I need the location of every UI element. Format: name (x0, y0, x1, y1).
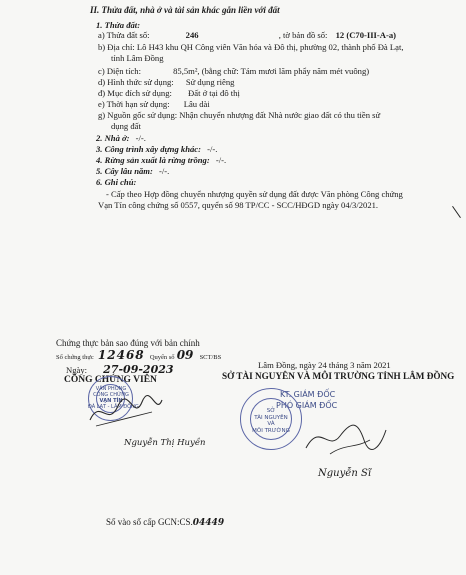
area-value: 85,5m², (bằng chữ: Tám mươi lăm phẩy năm mét vuông) (173, 66, 370, 76)
other-construction-value: -/-. (207, 144, 218, 154)
department-seal-line: SỞ (266, 408, 276, 414)
issuing-organization: SỞ TÀI NGUYÊN VÀ MÔI TRƯỜNG TỈNH LÂM ĐỒNG (222, 371, 455, 381)
forest-value: -/-. (215, 155, 227, 165)
certify-number-label: Số chứng thực (56, 354, 94, 361)
notary-seal-line: VĂN PHÒNG (95, 386, 127, 392)
deputy-director: PHÓ GIÁM ĐỐC (276, 401, 338, 410)
usage-term-label: e) Thời hạn sử dụng: (98, 99, 170, 109)
department-seal-line: TÀI NGUYÊN (254, 414, 288, 421)
usage-purpose-value: Đất ở tại đô thị (188, 88, 240, 98)
certify-date-value: 27-09-2023 (103, 363, 174, 376)
note-line-1: - Cấp theo Hợp đồng chuyển nhượng quyền sử dụng đất được Văn phòng Công chứng (106, 189, 403, 199)
origin-line-1: g) Nguồn gốc sử dụng: Nhận chuyển nhượng đất Nhà nước giao đất có thu tiền sử (98, 110, 381, 120)
certify-line: Chứng thực bản sao đúng với bản chính (56, 338, 200, 348)
parcel-number-label: a) Thửa đất số: (98, 30, 150, 40)
perennial-value: -/-. (158, 166, 170, 176)
certify-number-value: 12468 (97, 348, 145, 362)
notary-seal-line: CÔNG CHỨNG (93, 392, 129, 398)
notary-seal-line: VẠN TÍN (99, 398, 123, 404)
other-construction-row (96, 144, 217, 155)
address-line-1: b) Địa chỉ: Lô H43 khu QH Công viên Văn hóa và Đô thị, phường 02, thành phố Đà Lạt, (98, 42, 404, 52)
map-sheet-label: , tờ bản đồ số: (278, 30, 328, 40)
note-line-2: Vạn Tín công chứng số 0557, quyển số 98 TP/CC - SCC/HĐGD ngày 04/3/2021. (98, 200, 379, 210)
registry-value: 04449 (192, 518, 225, 528)
house-row (96, 133, 146, 144)
parcel-number-row (98, 30, 396, 41)
issue-date: Lâm Đồng, ngày 24 tháng 3 năm 2021 (258, 360, 391, 370)
certify-book-value: 09 (176, 348, 194, 362)
department-seal-line: MÔI TRƯỜNG (252, 427, 290, 434)
kt-director: KT. GIÁM ĐỐC (280, 390, 336, 399)
land-heading: 1. Thửa đất: (96, 20, 141, 30)
parcel-number-value: 246 (185, 30, 199, 40)
forest-row (96, 155, 226, 166)
usage-term-value: Lâu dài (183, 99, 210, 109)
department-seal (240, 388, 304, 452)
notary-office: CÔNG CHỨNG VIÊN (64, 375, 157, 385)
notary-signature-scribble (86, 392, 166, 432)
certify-book-suffix: SCT/BS (199, 354, 222, 361)
area-label: c) Diện tích: (98, 66, 141, 76)
perennial-row (96, 166, 169, 177)
usage-form-label: d) Hình thức sử dụng: (98, 77, 174, 87)
certify-book-label: Quyển số (149, 354, 175, 361)
area-row (98, 66, 369, 77)
usage-purpose-row (98, 88, 240, 99)
origin-line-2: dụng đất (111, 121, 141, 131)
issuer-signer-name: Nguyễn Sĩ (318, 468, 372, 479)
house-value: -/-. (135, 133, 146, 143)
map-sheet-value: 12 (C70-III-A-a) (335, 30, 396, 40)
section-title: II. Thửa đất, nhà ở và tài sản khác gắn liền với đất (90, 5, 280, 15)
usage-form-value: Sử dụng riêng (185, 77, 235, 87)
registry-row (106, 517, 224, 529)
issuer-signature-scribble (300, 418, 390, 458)
notes-label: 6. Ghi chú: (96, 177, 137, 187)
address-line-2: tỉnh Lâm Đồng (111, 53, 164, 63)
house-label: 2. Nhà ở: (96, 133, 130, 143)
notary-seal-line: ĐÀ LẠT - LÂM ĐỒNG (88, 404, 139, 410)
perennial-label: 5. Cây lâu năm: (96, 166, 153, 176)
certify-date-label: Ngày: (66, 365, 88, 375)
registry-label: Số vào sổ cấp GCN:CS. (106, 517, 193, 527)
department-seal-text (240, 408, 302, 434)
stray-mark (452, 206, 461, 218)
department-seal-line: VÀ (267, 421, 275, 427)
certify-number-row (56, 350, 221, 363)
usage-purpose-label: đ) Mục đích sử dụng: (98, 88, 172, 98)
forest-label: 4. Rừng sản xuất là rừng trồng: (96, 155, 210, 165)
usage-form-row (98, 77, 234, 88)
other-construction-label: 3. Công trình xây dựng khác: (96, 144, 201, 154)
notary-signer-name: Nguyễn Thị Huyền (124, 438, 206, 448)
usage-term-row (98, 99, 210, 110)
